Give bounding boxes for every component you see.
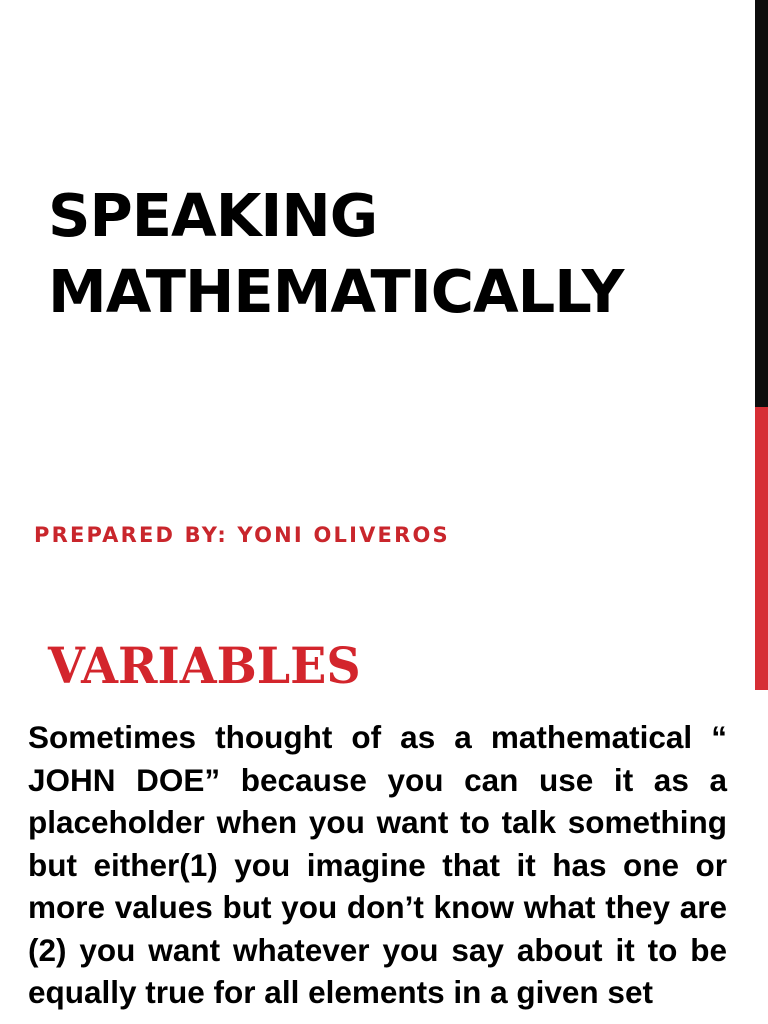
author-subtitle: PREPARED BY: YONI OLIVEROS (34, 523, 450, 547)
slide-title (48, 178, 748, 330)
side-accent-bar-red (755, 407, 768, 690)
slide-title-line-2: MATHEMATICALLY (48, 257, 624, 326)
side-accent-bar-black (755, 0, 768, 407)
section-heading: VARIABLES (48, 636, 361, 695)
section-body-text: Sometimes thought of as a mathematical “ JOHN DOE” because you can use it as a placeholder when you want to talk something but either(1) you imagine that it has one or more values but you don’t know what they are (2) you want whatever you say about it to be equally true for all elements in a given set (28, 719, 727, 1010)
slide-title-line-1: SPEAKING (48, 181, 378, 250)
